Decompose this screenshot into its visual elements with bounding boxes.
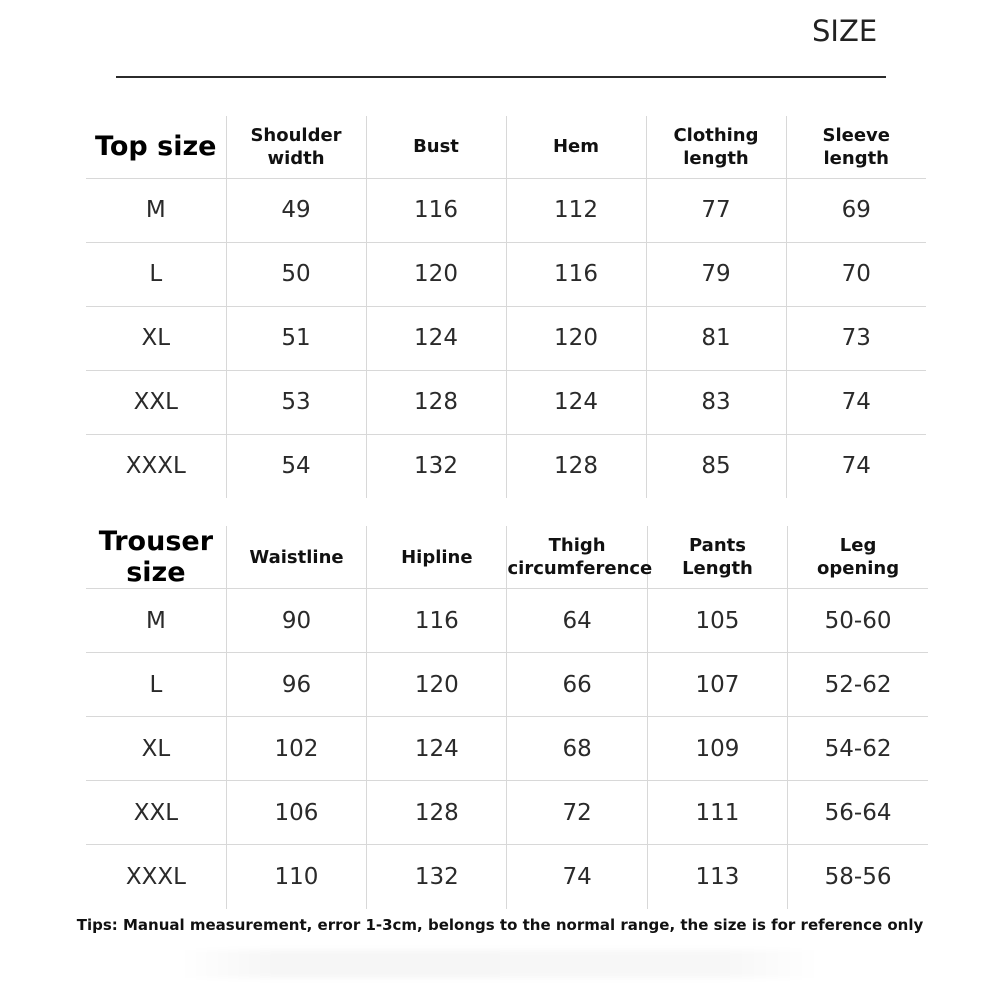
table-row	[86, 653, 928, 717]
table-cell: 113	[647, 845, 787, 909]
table-row	[86, 781, 928, 845]
table-cell: 79	[646, 242, 786, 306]
page-title: SIZE	[812, 14, 878, 48]
table-cell: 81	[646, 306, 786, 370]
trouser-size-header-row	[86, 526, 928, 589]
size-label: XXL	[86, 781, 226, 845]
size-label: L	[86, 242, 226, 306]
table-cell: 96	[226, 653, 366, 717]
size-label: XXXL	[125, 453, 186, 480]
table-cell: 64	[507, 589, 647, 653]
table-cell: 54	[226, 434, 366, 498]
header-hem: Hem	[506, 116, 646, 178]
table-cell: 58-56	[788, 845, 928, 909]
table-cell: 120	[367, 653, 507, 717]
table-cell: 53	[226, 370, 366, 434]
size-label: XXXL	[125, 863, 186, 890]
table-cell: 105	[647, 589, 787, 653]
table-cell: 77	[646, 178, 786, 242]
table-cell: 110	[226, 845, 366, 909]
tips-note: Tips: Manual measurement, error 1-3cm, belongs to the normal range, the size is for reference only	[76, 916, 924, 934]
table-cell: 132	[366, 434, 506, 498]
table-row	[86, 178, 926, 242]
table-row	[86, 434, 926, 498]
table-row	[86, 306, 926, 370]
table-cell: 112	[506, 178, 646, 242]
header-bust: Bust	[366, 116, 506, 178]
header-sleeve-length: Sleeve length	[786, 116, 926, 178]
table-cell: 120	[366, 242, 506, 306]
table-row	[86, 589, 928, 653]
table-row	[86, 242, 926, 306]
table-cell: 56-64	[788, 781, 928, 845]
size-label: M	[86, 178, 226, 242]
size-label: M	[86, 589, 226, 653]
header-waistline: Waistline	[226, 526, 366, 589]
size-label: XXL	[86, 370, 226, 434]
table-cell: 116	[506, 242, 646, 306]
table-cell: 111	[647, 781, 787, 845]
header-shoulder-width: Shoulder width	[226, 116, 366, 178]
table-cell: 128	[366, 370, 506, 434]
size-label: XL	[86, 717, 226, 781]
header-hipline: Hipline	[367, 526, 507, 589]
table-cell: 51	[226, 306, 366, 370]
top-size-table	[86, 116, 926, 498]
table-cell: 85	[646, 434, 786, 498]
table-cell: 128	[367, 781, 507, 845]
table-cell: 50-60	[788, 589, 928, 653]
table-cell: 69	[786, 178, 926, 242]
table-cell: 107	[647, 653, 787, 717]
header-thigh-circumference: Thigh circumference	[507, 526, 647, 589]
table-cell: 120	[506, 306, 646, 370]
table-cell: 68	[507, 717, 647, 781]
table-cell: 66	[507, 653, 647, 717]
table-cell: 72	[507, 781, 647, 845]
table-cell: 74	[786, 434, 926, 498]
size-label: L	[86, 653, 226, 717]
header-pants-length: Pants Length	[647, 526, 787, 589]
table-cell: 73	[786, 306, 926, 370]
size-label: XL	[86, 306, 226, 370]
table-cell: 70	[786, 242, 926, 306]
table-cell: 124	[367, 717, 507, 781]
table-cell: 74	[786, 370, 926, 434]
table-cell: 106	[226, 781, 366, 845]
table-cell: 109	[647, 717, 787, 781]
table-row	[86, 370, 926, 434]
table-cell: 132	[367, 845, 507, 909]
table-cell: 54-62	[788, 717, 928, 781]
table-row	[86, 717, 928, 781]
table-cell: 83	[646, 370, 786, 434]
table-cell: 116	[366, 178, 506, 242]
table-cell: 102	[226, 717, 366, 781]
table-cell: 116	[367, 589, 507, 653]
trouser-size-title: Trouser size	[86, 526, 226, 589]
faded-watermark	[180, 950, 820, 978]
table-cell: 124	[506, 370, 646, 434]
table-cell: 90	[226, 589, 366, 653]
header-leg-opening: Leg opening	[788, 526, 928, 589]
table-cell: 74	[507, 845, 647, 909]
trouser-size-table	[86, 526, 928, 909]
table-cell: 128	[506, 434, 646, 498]
top-size-title: Top size	[86, 116, 226, 178]
table-cell: 49	[226, 178, 366, 242]
header-clothing-length: Clothing length	[646, 116, 786, 178]
table-cell: 52-62	[788, 653, 928, 717]
table-cell: 124	[366, 306, 506, 370]
title-divider	[116, 76, 886, 78]
top-size-header-row	[86, 116, 926, 178]
table-row	[86, 845, 928, 909]
table-cell: 50	[226, 242, 366, 306]
